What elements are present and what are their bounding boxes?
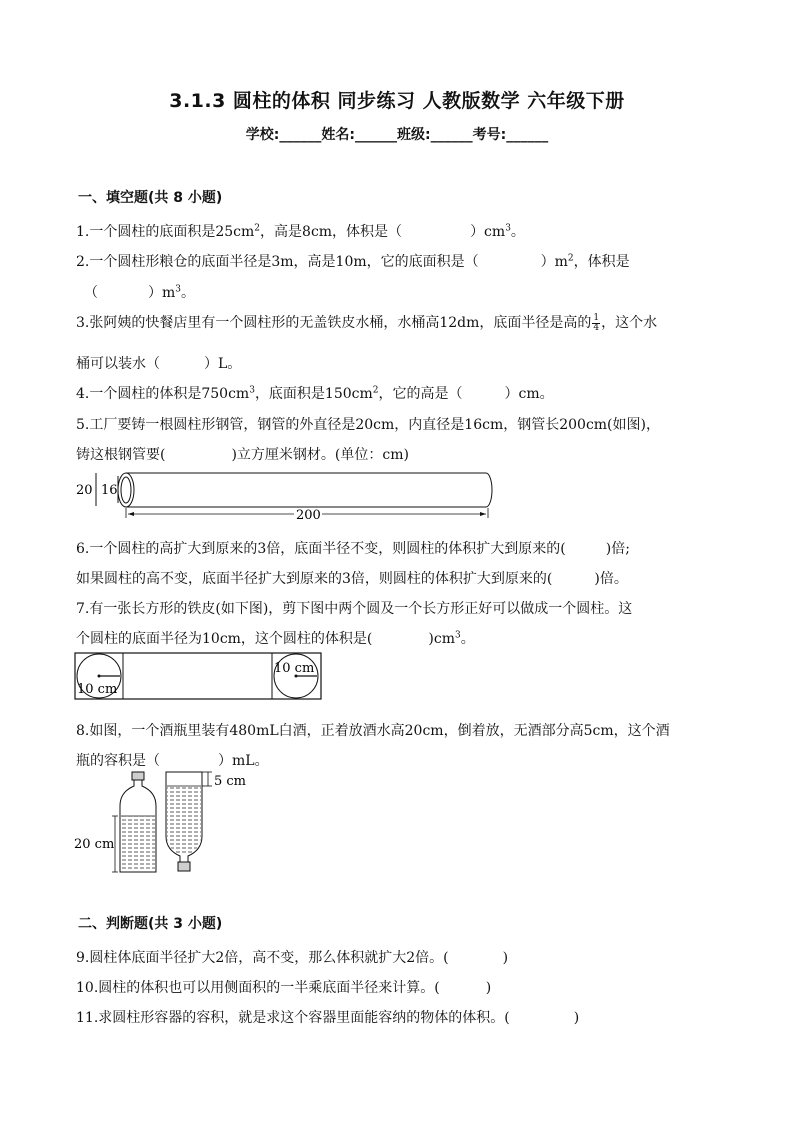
question-8: 8.如图，一个酒瓶里装有480mL白酒，正着放酒水高20cm，倒着放，无酒部分高5cm，这个酒 [76, 723, 670, 739]
bottle-empty-height-label: 5 cm [214, 774, 247, 789]
question-2-cont: （ ）$m^3$。 [84, 284, 196, 301]
question-7: 7.有一张长方形的铁皮(如下图)，剪下图中两个圆及一个长方形正好可以做成一个圆柱。这 [76, 601, 633, 617]
question-2: 2.一个圆柱形粮仓的底面半径是3m，高是10m，它的底面积是（ ）$m^2$，体积是 [76, 253, 630, 270]
student-info-line: 学校:______姓名:______班级:______考号:______ [245, 127, 549, 143]
pipe-figure [70, 466, 500, 526]
question-10: 10.圆柱的体积也可以用侧面积的一半乘底面半径来计算。( ) [76, 980, 492, 996]
pipe-length-label: 200 [296, 508, 321, 523]
question-3: 3.张阿姨的快餐店里有一个圆柱形的无盖铁皮水桶，水桶高12dm，底面半径是高的 $\frac{1}{4}$ ，这个水 [76, 312, 658, 333]
section-judge-heading: 二、判断题(共 3 小题) [78, 916, 223, 932]
fraction-one-quarter: $\frac{1}{4}$ [593, 312, 600, 333]
bottle-figure [74, 766, 264, 876]
question-5-cont: 铸这根钢管要( )立方厘米钢材。(单位：cm) [76, 447, 409, 463]
page-title: 3.1.3 圆柱的体积 同步练习 人教版数学 六年级下册 [169, 90, 625, 112]
iron-sheet-figure [74, 652, 326, 702]
bottle-full-height-label: 20 cm [74, 837, 115, 852]
question-9: 9.圆柱体底面半径扩大2倍，高不变，那么体积就扩大2倍。( ) [76, 950, 509, 966]
question-6-cont: 如果圆柱的高不变，底面半径扩大到原来的3倍，则圆柱的体积扩大到原来的( )倍。 [76, 571, 628, 587]
question-6: 6.一个圆柱的高扩大到原来的3倍，底面半径不变，则圆柱的体积扩大到原来的( )倍; [76, 541, 630, 557]
question-1: 1.一个圆柱的底面积是$25cm^2$，高是8cm，体积是（ ）$cm^3$。 [76, 223, 525, 240]
question-7-cont: 个圆柱的底面半径为10cm，这个圆柱的体积是( )$cm^3$。 [76, 630, 475, 647]
question-8-cont: 瓶的容积是（ ）mL。 [76, 753, 269, 769]
sheet-right-radius-label: 10 cm [274, 661, 315, 676]
section-fill-heading: 一、填空题(共 8 小题) [78, 190, 223, 206]
question-11: 11.求圆柱形容器的容积，就是求这个容器里面能容纳的物体的体积。( ) [76, 1010, 580, 1026]
question-4: 4.一个圆柱的体积是$750cm^3$，底面积是$150cm^2$，它的高是（ ）cm。 [76, 385, 554, 402]
pipe-outer-label: 20 [76, 483, 93, 498]
pipe-inner-label: 16 [101, 483, 118, 498]
question-5: 5.工厂要铸一根圆柱形钢管，钢管的外直径是20cm，内直径是16cm，钢管长200cm(如图)， [76, 417, 660, 433]
question-3-cont: 桶可以装水（ ）L。 [76, 356, 242, 372]
sheet-left-radius-label: 10 cm [77, 682, 118, 697]
